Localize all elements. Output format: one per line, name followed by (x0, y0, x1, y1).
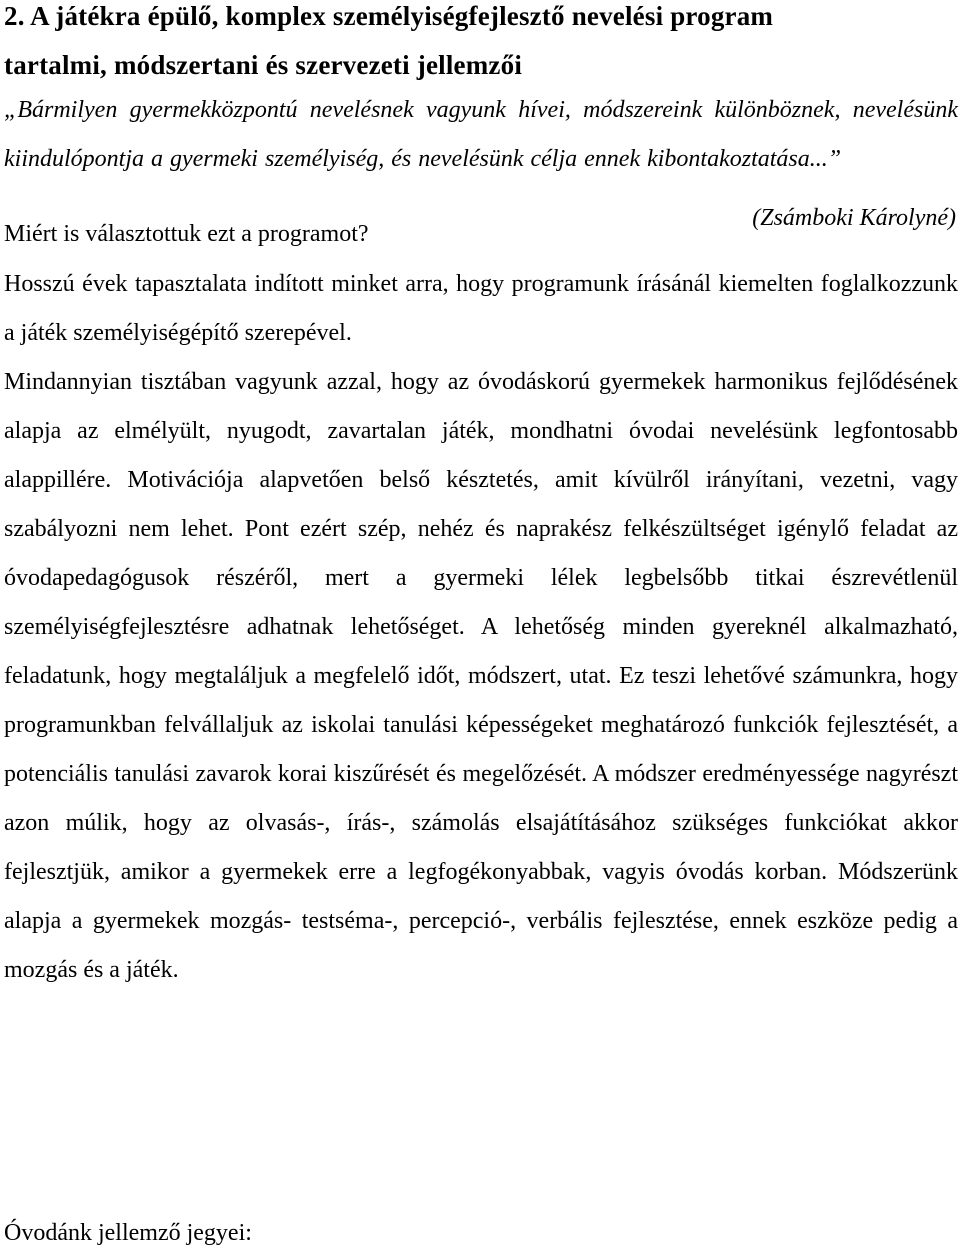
quote-text: „Bármilyen gyermekközpontú nevelésnek vagyunk hívei, módszereink különböznek, nevelésünk kiindulópontja a gyermeki személyiség, és nevelésünk célja ennek kibontakoztatása...” (4, 97, 958, 172)
heading-line-2: tartalmi, módszertani és szervezeti jellemzői (4, 50, 523, 80)
section-heading (4, 0, 958, 90)
question-line: Miért is választottuk ezt a programot? (4, 221, 369, 247)
quote-author: (Zsámboki Károlyné) (752, 205, 956, 231)
paragraph-1: Hosszú évek tapasztalata indított minket arra, hogy programunk írásánál kiemelten foglalkozzunk a játék személyiségépítő szerepével. (4, 271, 958, 346)
paragraph-2: Mindannyian tisztában vagyunk azzal, hogy az óvodáskorú gyermekek harmonikus fejlődésének alapja az elmélyült, nyugodt, zavartalan játék, mondhatni óvodai nevelésünk legfontosabb alappillére. Motivációja alapvetően belső késztetés, amit kívülről irányítani, vezetni, vagy szabályozni nem lehet. Pont ezért szép, nehéz és naprakész felkészültséget igénylő feladat az óvodapedagógusok részéről, mert a gyermeki lélek legbelsőbb titkai észrevétlenül személyiségfejlesztésre adhatnak lehetőséget. A lehetőség minden gyereknél alkalmazható, feladatunk, hogy megtaláljuk a megfelelő időt, módszert, utat. Ez teszi lehetővé számunkra, hogy programunkban felvállaljuk az iskolai tanulási képességeket meghatározó funkciók fejlesztését, a potenciális tanulási zavarok korai kiszűrését és megelőzését. A módszer eredményessége nagyrészt azon múlik, hogy az olvasás-, írás-, számolás elsajátításához szükséges funkciókat akkor fejlesztjük, amikor a gyermekek erre a legfogékonyabbak, vagyis óvodás korban. Módszerünk alapja a gyermekek mozgás- testséma-, percepció-, verbális fejlesztése, ennek eszköze pedig a mozgás és a játék. (4, 369, 958, 983)
heading-line-1: 2. A játékra épülő, komplex személyiségfejlesztő nevelési program (4, 1, 774, 31)
section-subtitle: Óvodánk jellemző jegyei: (4, 1220, 252, 1246)
document-page (4, 0, 958, 995)
